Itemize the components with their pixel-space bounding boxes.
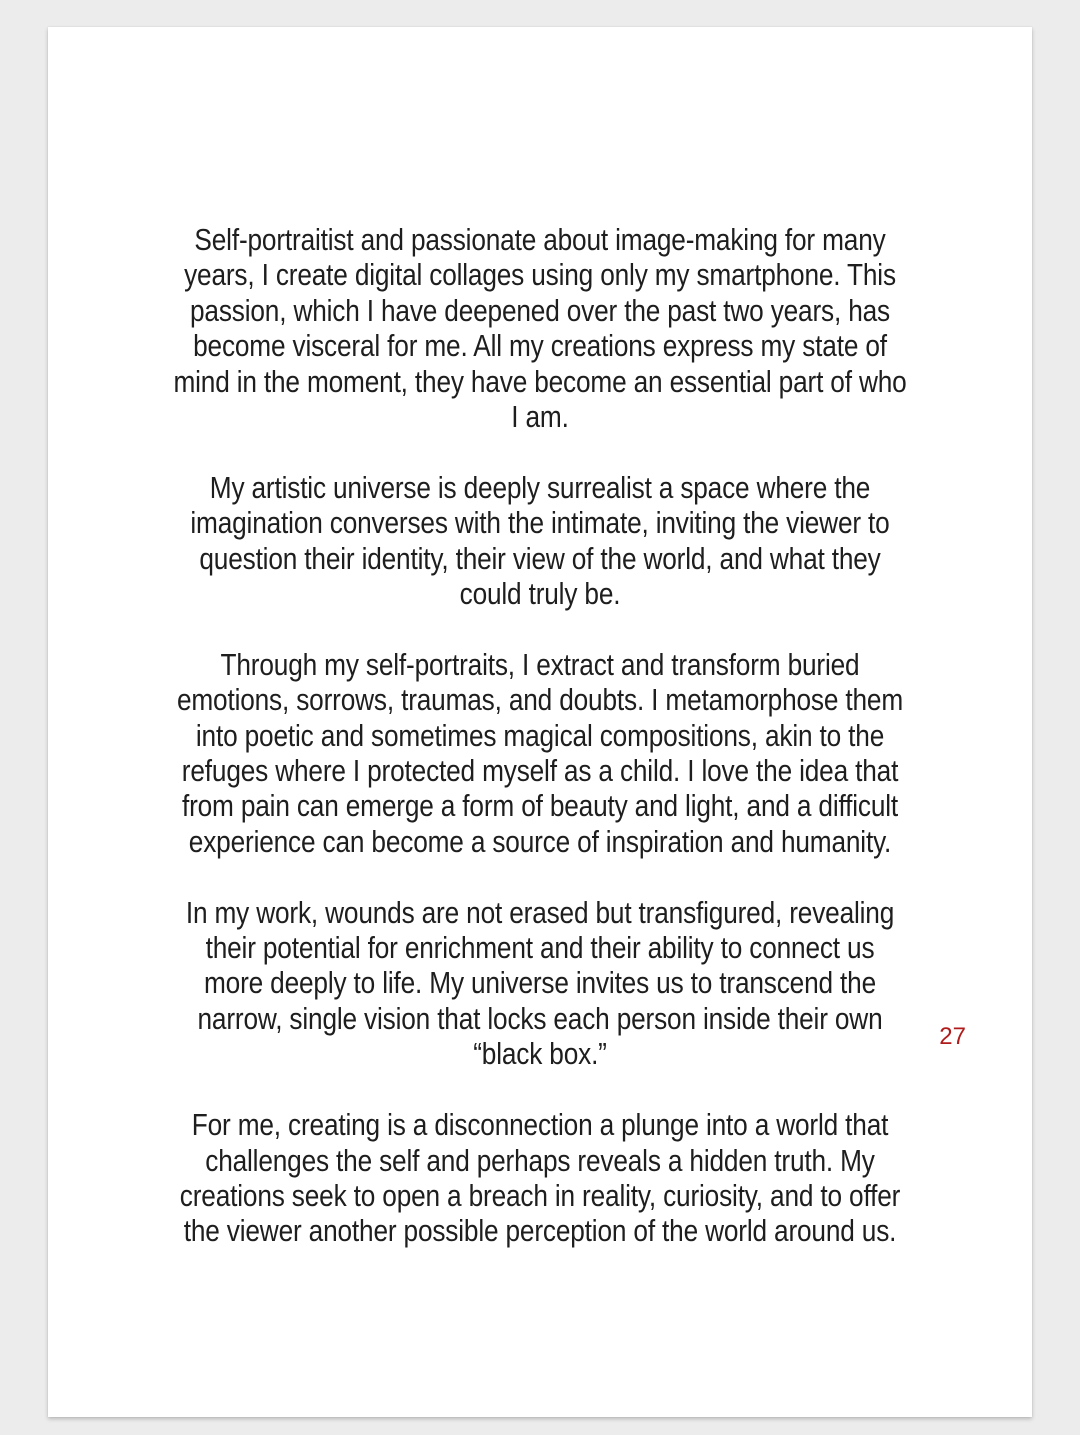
paragraph-5 bbox=[117, 1108, 963, 1250]
paragraph-line: emotions, sorrows, traumas, and doubts. I metamorphose them bbox=[176, 683, 904, 718]
paragraph-line: become visceral for me. All my creations express my state of bbox=[193, 329, 887, 364]
paragraph-line: I am. bbox=[511, 400, 569, 435]
paragraph-line: could truly be. bbox=[459, 577, 621, 612]
paragraph-line: “black box.” bbox=[473, 1037, 607, 1072]
paragraph-4 bbox=[117, 896, 963, 1073]
paragraph-1 bbox=[117, 223, 963, 435]
paragraph-line: the viewer another possible perception of the world around us. bbox=[183, 1214, 897, 1249]
document-page bbox=[48, 27, 1032, 1417]
paragraph-line: Self-portraitist and passionate about image-making for many bbox=[194, 223, 886, 257]
paragraph-line: For me, creating is a disconnection a plunge into a world that bbox=[191, 1108, 889, 1143]
body-text bbox=[117, 223, 963, 1285]
paragraph-line: Through my self-portraits, I extract and transform buried bbox=[220, 647, 860, 682]
paragraph-line: into poetic and sometimes magical compositions, akin to the bbox=[195, 718, 885, 753]
paragraph-line: years, I create digital collages using only my smartphone. This bbox=[184, 258, 896, 293]
paragraph-line: more deeply to life. My universe invites us to transcend the bbox=[203, 966, 876, 1001]
paragraph-line: passion, which I have deepened over the past two years, has bbox=[190, 293, 890, 328]
paragraph-2 bbox=[117, 471, 963, 613]
paragraph-line: question their identity, their view of the world, and what they bbox=[199, 541, 881, 576]
paragraph-line: from pain can emerge a form of beauty and light, and a difficult bbox=[181, 789, 899, 824]
paragraph-line: imagination converses with the intimate, inviting the viewer to bbox=[190, 506, 890, 541]
page-number: 27 bbox=[939, 1023, 966, 1050]
paragraph-line: experience can become a source of inspiration and humanity. bbox=[188, 824, 892, 859]
paragraph-line: narrow, single vision that locks each person inside their own bbox=[197, 1001, 883, 1036]
paragraph-line: challenges the self and perhaps reveals a hidden truth. My bbox=[205, 1143, 875, 1178]
paragraph-line: In my work, wounds are not erased but transfigured, revealing bbox=[185, 895, 895, 930]
paragraph-line: creations seek to open a breach in reality, curiosity, and to offer bbox=[179, 1178, 901, 1213]
paragraph-line: refuges where I protected myself as a child. I love the idea that bbox=[181, 754, 899, 789]
paragraph-line: their potential for enrichment and their ability to connect us bbox=[205, 931, 875, 966]
paragraph-line: My artistic universe is deeply surrealist a space where the bbox=[209, 470, 871, 505]
paragraph-3 bbox=[117, 648, 963, 860]
paragraph-line: mind in the moment, they have become an essential part of who bbox=[173, 364, 907, 399]
